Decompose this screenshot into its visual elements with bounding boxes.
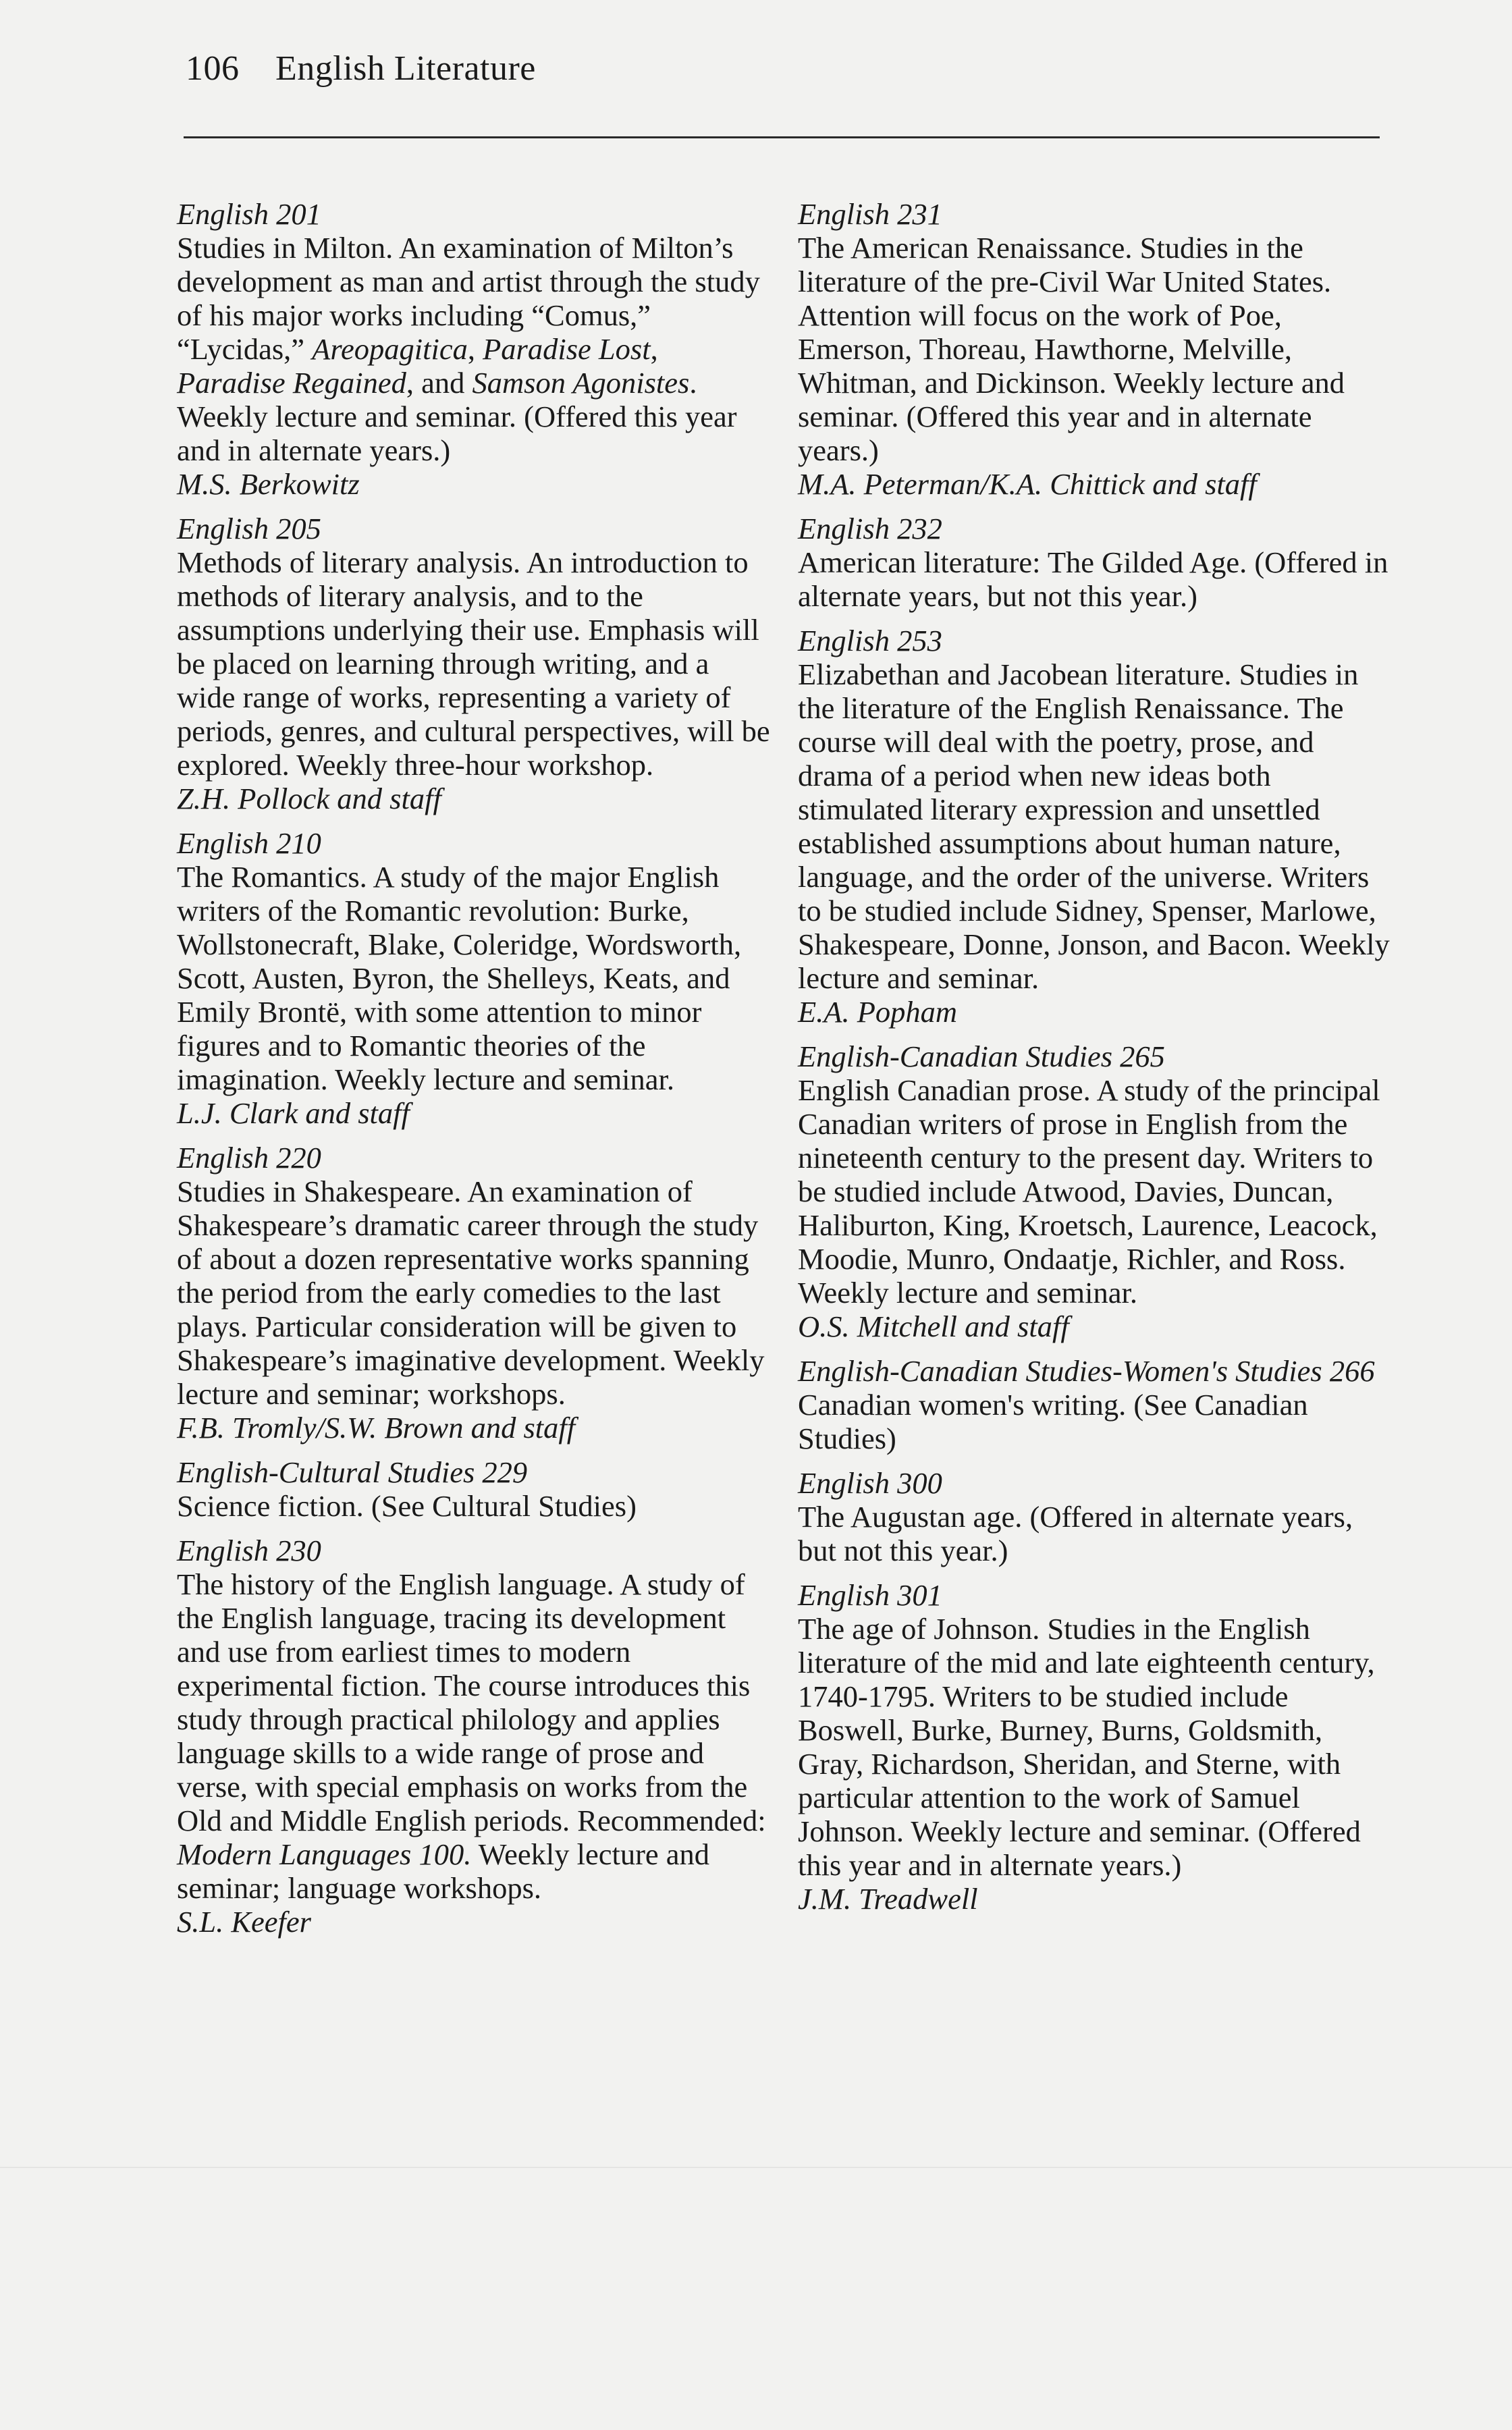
course-entry [177,1455,771,1523]
course-description: Elizabethan and Jacobean literature. Studies in the literature of the English Renaissance. The course will deal with the poetry, prose, and drama of a period when new ideas both stimulated literary expression and unsettled established assumptions about human nature, language, and the order of the universe. Writers to be studied include Sidney, Spenser, Marlowe, Shakespeare, Donne, Jonson, and Bacon. Weekly lecture and seminar. [798,657,1390,995]
course-description: Canadian women's writing. (See Canadian Studies) [798,1388,1308,1455]
course-number: English 232 [798,512,942,545]
course-description: Science fiction. (See Cultural Studies) [177,1489,637,1523]
course-entry [177,826,771,1130]
course-description: Studies in Milton. An examination of Milton’s development as man and artist through the study of his major works including “Comus,” “Lycidas,” Areopagitica, Paradise Lost, Paradise Regained, and Samson Agonistes. Weekly lecture and seminar. (Offered this year and in alternate years.) [177,231,760,467]
course-number: English 230 [177,1534,321,1567]
course-number: English-Canadian Studies-Women's Studies 266 [798,1354,1375,1388]
course-entry [798,624,1392,1029]
course-instructor: M.S. Berkowitz [177,467,360,501]
course-number: English 210 [177,826,321,860]
course-entry [798,1578,1392,1916]
course-description: The history of the English language. A study of the English language, tracing its development and use from earliest times to modern experimental fiction. The course introduces this study through practical philology and applies language skills to a wide range of prose and verse, with special emphasis on works from the Old and Middle English periods. Recommended: Modern Languages 100. Weekly lecture and seminar; language workshops. [177,1567,766,1905]
course-number: English-Canadian Studies 265 [798,1040,1165,1073]
course-entry [798,1354,1392,1455]
page-number: 106 [186,49,240,88]
course-description: Studies in Shakespeare. An examination of Shakespeare’s dramatic career through the study of about a dozen representative works spanning the period from the early comedies to the last plays. Particular consideration will be given to Shakespeare’s imaginative development. Weekly lecture and seminar; workshops. [177,1174,765,1411]
course-entry [798,512,1392,613]
course-description: American literature: The Gilded Age. (Offered in alternate years, but not this year.) [798,545,1388,613]
course-description: Methods of literary analysis. An introduction to methods of literary analysis, and to the assumptions underlying their use. Emphasis will be placed on learning through writing, and a wide range of works, representing a variety of periods, genres, and cultural perspectives, will be explored. Weekly three-hour workshop. [177,545,770,782]
course-description: English Canadian prose. A study of the principal Canadian writers of prose in English from the nineteenth century to the present day. Writers to be studied include Atwood, Davies, Duncan, Haliburton, King, Kroetsch, Laurence, Leacock, Moodie, Munro, Ondaatje, Richler, and Ross. Weekly lecture and seminar. [798,1073,1380,1310]
course-number: English 220 [177,1141,321,1174]
course-number: English 231 [798,197,942,231]
course-number: English 301 [798,1578,942,1612]
page-header [186,49,536,88]
course-number: English-Cultural Studies 229 [177,1455,528,1489]
page-fold-shadow [0,2167,1512,2168]
course-number: English 253 [798,624,942,657]
course-instructor: L.J. Clark and staff [177,1096,410,1130]
course-description: The American Renaissance. Studies in the literature of the pre-Civil War United States. Attention will focus on the work of Poe, Emerson, Thoreau, Hawthorne, Melville, Whitman, and Dickinson. Weekly lecture and seminar. (Offered this year and in alternate years.) [798,231,1345,467]
right-column [798,197,1392,1926]
header-rule [184,136,1380,138]
course-description: The Augustan age. (Offered in alternate years, but not this year.) [798,1500,1353,1567]
left-column [177,197,771,1949]
course-instructor: J.M. Treadwell [798,1882,978,1916]
course-description: The Romantics. A study of the major English writers of the Romantic revolution: Burke, Wollstonecraft, Blake, Coleridge, Wordsworth, Scott, Austen, Byron, the Shelleys, Keats, and Emily Brontë, with some attention to minor figures and to Romantic theories of the imagination. Weekly lecture and seminar. [177,860,742,1096]
section-title: English Literature [275,49,536,88]
course-instructor: Z.H. Pollock and staff [177,782,441,815]
course-entry [798,1040,1392,1343]
course-entry [798,1466,1392,1567]
course-entry [177,1534,771,1939]
course-instructor: F.B. Tromly/S.W. Brown and staff [177,1411,576,1444]
course-entry [177,1141,771,1444]
course-instructor: M.A. Peterman/K.A. Chittick and staff [798,467,1257,501]
course-number: English 205 [177,512,321,545]
course-number: English 300 [798,1466,942,1500]
course-description: The age of Johnson. Studies in the English literature of the mid and late eighteenth century, 1740-1795. Writers to be studied include Boswell, Burke, Burney, Burns, Goldsmith, Gray, Richardson, Sheridan, and Sterne, with particular attention to the work of Samuel Johnson. Weekly lecture and seminar. (Offered this year and in alternate years.) [798,1612,1375,1882]
course-entry [798,197,1392,501]
course-instructor: S.L. Keefer [177,1905,311,1939]
course-instructor: E.A. Popham [798,995,958,1029]
course-instructor: O.S. Mitchell and staff [798,1310,1069,1343]
course-entry [177,197,771,501]
course-number: English 201 [177,197,321,231]
course-entry [177,512,771,815]
